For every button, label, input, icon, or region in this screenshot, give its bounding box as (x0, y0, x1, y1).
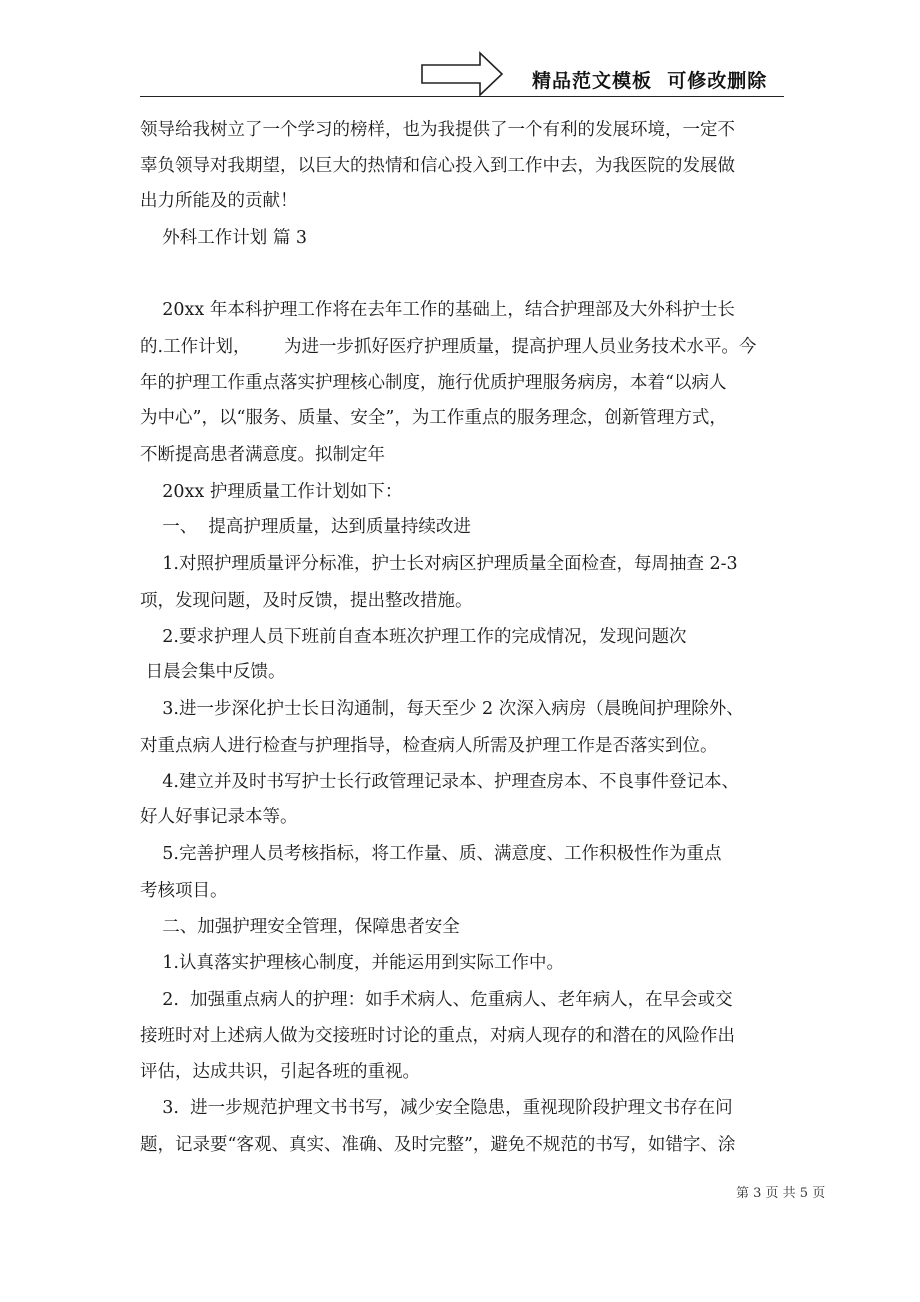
body-line: 项，发现问题，及时反馈，提出整改措施。 (140, 591, 473, 611)
body-line: 年的护理工作重点落实护理核心制度，施行优质护理服务病房，本着“以病人 (140, 373, 727, 393)
body-line: 20xx 年本科护理工作将在去年工作的基础上，结合护理部及大外科护士长 (140, 300, 735, 320)
page-number: 第 3 页 共 5 页 (736, 1186, 826, 1201)
body-line: 为中心”，以“服务、质量、安全”，为工作重点的服务理念，创新管理方式， (140, 408, 727, 428)
body-line: 对重点病人进行检查与护理指导，检查病人所需及护理工作是否落实到位。 (140, 736, 718, 756)
header-divider (140, 96, 784, 97)
body-line: 的.工作计划， 为进一步抓好医疗护理质量，提高护理人员业务技术水平。今 (140, 337, 757, 357)
body-line: 5.完善护理人员考核指标，将工作量、质、满意度、工作积极性作为重点 (140, 844, 722, 864)
body-line: 1.对照护理质量评分标准，护士长对病区护理质量全面检查，每周抽查 2-3 (140, 554, 738, 574)
body-line: 3.进一步深化护士长日沟通制，每天至少 2 次深入病房（晨晚间护理除外、 (140, 699, 744, 719)
body-line: 好人好事记录本等。 (140, 807, 298, 827)
body-line: 出力所能及的贡献！ (140, 191, 298, 211)
body-line: 20xx 护理质量工作计划如下： (140, 482, 403, 502)
header-title: 精品范文模板 可修改删除 (532, 70, 768, 92)
body-line: 领导给我树立了一个学习的榜样，也为我提供了一个有利的发展环境，一定不 (140, 120, 735, 140)
body-line: 2. 加强重点病人的护理：如手术病人、危重病人、老年病人，在早会或交 (140, 990, 733, 1010)
arrow-icon (420, 50, 506, 98)
body-line: 1.认真落实护理核心制度，并能运用到实际工作中。 (140, 953, 564, 973)
section-heading: 外科工作计划 篇 3 (140, 228, 308, 248)
body-line: 评估，达成共识，引起各班的重视。 (140, 1062, 420, 1082)
body-line: 日晨会集中反馈。 (140, 662, 286, 682)
body-line: 题，记录要“客观、真实、准确、及时完整”，避免不规范的书写，如错字、涂 (140, 1135, 736, 1155)
body-line: 3. 进一步规范护理文书书写，减少安全隐患，重视现阶段护理文书存在问 (140, 1098, 733, 1118)
body-line: 考核项目。 (140, 881, 228, 901)
section-heading: 一、 提高护理质量，达到质量持续改进 (140, 517, 471, 537)
body-line: 4.建立并及时书写护士长行政管理记录本、护理查房本、不良事件登记本、 (140, 772, 739, 792)
section-heading: 二、加强护理安全管理，保障患者安全 (140, 917, 460, 937)
page-header (0, 0, 920, 100)
body-line: 不断提高患者满意度。拟制定年 (140, 445, 385, 465)
body-line: 接班时对上述病人做为交接班时讨论的重点，对病人现存的和潜在的风险作出 (140, 1026, 735, 1046)
body-line: 辜负领导对我期望，以巨大的热情和信心投入到工作中去，为我医院的发展做 (140, 156, 735, 176)
body-line: 2.要求护理人员下班前自查本班次护理工作的完成情况，发现问题次 (140, 627, 687, 647)
